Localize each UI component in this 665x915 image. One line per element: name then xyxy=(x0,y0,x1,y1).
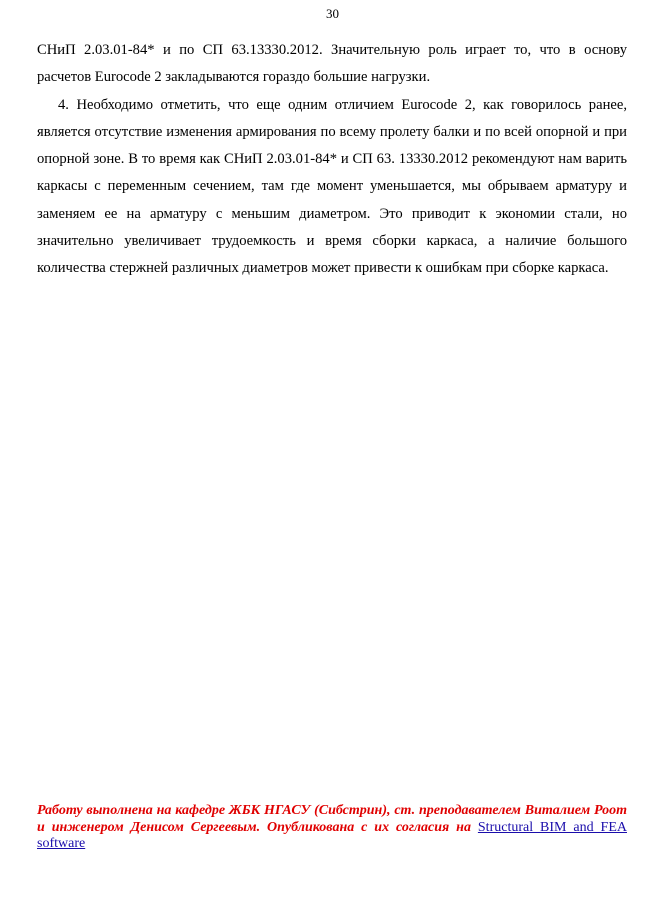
body-text xyxy=(37,37,627,283)
paragraph-point-4: 4. Необходимо отметить, что еще одним отличием Eurocode 2, как говорилось ранее, является отсутствие изменения армирования по всему пролету балки и по всей опорной и при опорной зоне. В то время как СНиП 2.03.01-84* и СП 63. 13330.2012 рекомендуют нам варить каркасы с переменным сечением, там где момент уменьшается, мы обрываем арматуру и заменяем ее на арматуру с меньшим диаметром. Это приводит к экономии стали, но значительно увеличивает трудоемкость и время сборки каркаса, а наличие большого количества стержней различных диаметров может привести к ошибкам при сборке каркаса. xyxy=(37,96,627,277)
paragraph-continuation: СНиП 2.03.01-84* и по СП 63.13330.2012. Значительную роль играет то, что в основу расчетов Eurocode 2 закладываются гораздо большие нагрузки. xyxy=(37,42,627,86)
page-number: 30 xyxy=(326,6,339,21)
footer-link[interactable]: Structural BIM and FEA software xyxy=(37,819,627,851)
footer-credit-text: Работу выполнена на кафедре ЖБК НГАСУ (Сибстрин), ст. преподавателем Виталием Роот и инженером Денисом Сергеевым. Опубликована с их согласия на xyxy=(37,803,627,835)
footer-note xyxy=(37,803,627,853)
